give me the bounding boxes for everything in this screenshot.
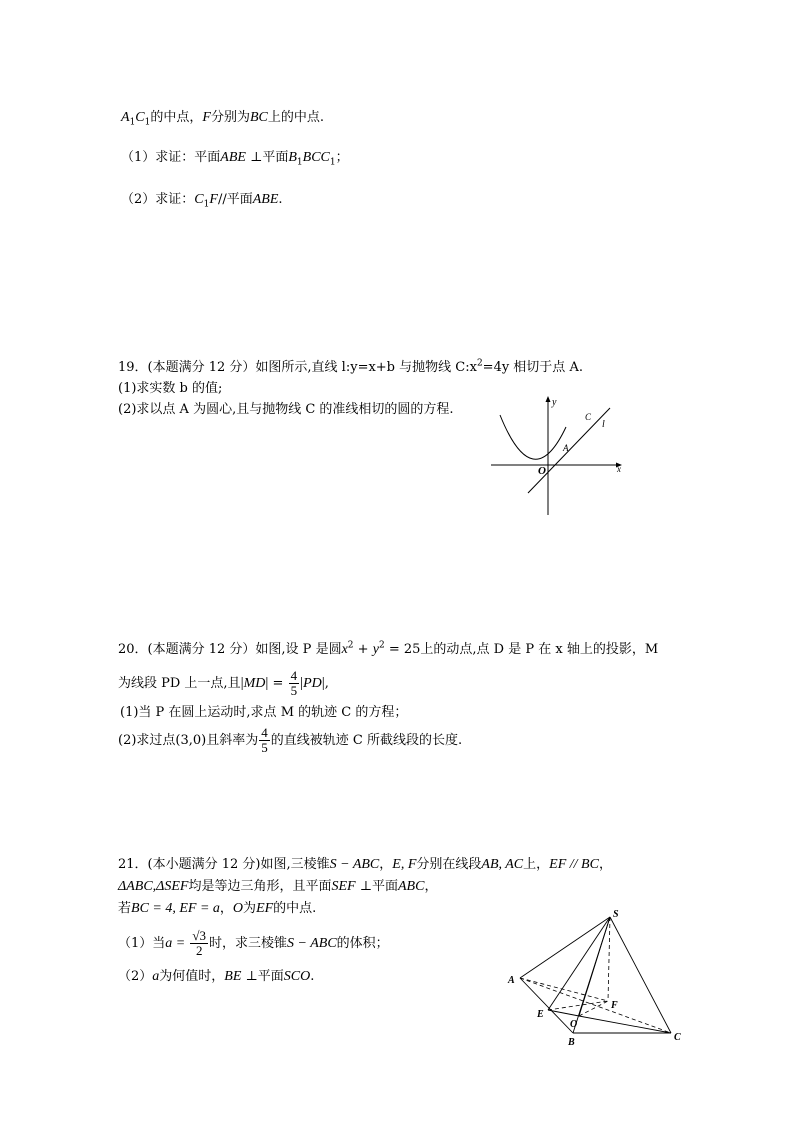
q20-heading: 20．(本题满分 12 分）如图,设 P 是圆$x^2 + y^2 = 25$上的动点,点 D 是 P 在 x 轴上的投影，M bbox=[118, 640, 659, 657]
edge-ab bbox=[520, 978, 573, 1033]
q21-part1: （1）当a = $\frac{√3}{2}$ 时，求三棱锥S − ABC的体积； bbox=[118, 928, 389, 958]
label-s: S bbox=[613, 909, 619, 920]
q18-intro-line: $A_1C_1$的中点，F分别为BC上的中点. bbox=[121, 110, 324, 128]
tangent-line bbox=[528, 408, 610, 493]
label-o: O bbox=[570, 1019, 578, 1030]
edge-sc bbox=[610, 917, 671, 1033]
q20-part2: (2)求过点(3,0)且斜率为 $\frac{4}{5}$ 的直线被轨迹 C 所截线段的长度. bbox=[118, 725, 463, 755]
edge-oc bbox=[579, 1016, 671, 1033]
edge-se bbox=[548, 917, 610, 1010]
q18-part2: （2）求证：$C_1F//$平面ABE. bbox=[121, 192, 283, 210]
label-y: y bbox=[552, 397, 557, 408]
label-a: A bbox=[508, 975, 515, 986]
edge-eo bbox=[548, 1010, 579, 1016]
edge-ac-hidden bbox=[520, 978, 671, 1033]
label-b: B bbox=[568, 1037, 575, 1048]
label-c: C bbox=[585, 412, 592, 422]
label-c: C bbox=[674, 1032, 681, 1043]
q21-line2: ΔABC,ΔSEF均是等边三角形，且平面SEF ⊥平面ABC， bbox=[118, 879, 438, 894]
q21-pyramid-figure bbox=[500, 905, 700, 1050]
q20-part1: (1)当 P 在圆上运动时,求点 M 的轨迹 C 的方程； bbox=[120, 705, 408, 720]
q19-part1: (1)求实数 b 的值; bbox=[118, 381, 223, 396]
label-l: l bbox=[602, 419, 605, 430]
y-axis-arrow bbox=[546, 396, 551, 402]
label-o: O bbox=[538, 465, 546, 477]
parabola-curve bbox=[500, 415, 566, 459]
q21-line3: 若BC = 4, EF = a，O为EF的中点. bbox=[118, 901, 317, 916]
q20-line2: 为线段 PD 上一点,且|MD| = $\frac{4}{5}$ |PD|, bbox=[118, 668, 329, 698]
fraction-4-5: $\frac{4}{5}$ bbox=[290, 668, 298, 698]
edge-sa bbox=[520, 917, 610, 978]
sqrt3-over-2: $\frac{√3}{2}$ bbox=[192, 928, 207, 958]
q19-parabola-figure bbox=[488, 393, 628, 518]
label-a: A bbox=[563, 443, 569, 453]
q18-part1: （1）求证：平面ABE ⊥平面$B_1BCC_1$； bbox=[121, 150, 349, 168]
label-f: F bbox=[611, 1000, 618, 1011]
edge-sf-hidden bbox=[608, 917, 610, 1001]
q21-part2: （2）a为何值时，BE ⊥平面SCO. bbox=[118, 969, 315, 984]
edge-af-hidden bbox=[520, 978, 608, 1001]
q19-heading: 19．(本题满分 12 分）如图所示,直线 l:y=x+b 与抛物线 $C:x^2=4y$ 相切于点 A. bbox=[118, 358, 583, 375]
label-x: x bbox=[617, 464, 621, 474]
label-e: E bbox=[537, 1009, 544, 1020]
slope-fraction: $\frac{4}{5}$ bbox=[261, 725, 268, 755]
q19-part2: (2)求以点 A 为圆心,且与抛物线 C 的准线相切的圆的方程. bbox=[118, 402, 454, 417]
q21-heading: 21．(本小题满分 12 分)如图,三棱锥S − ABC，E, F分别在线段AB, AC上，EF // BC， bbox=[118, 857, 612, 872]
